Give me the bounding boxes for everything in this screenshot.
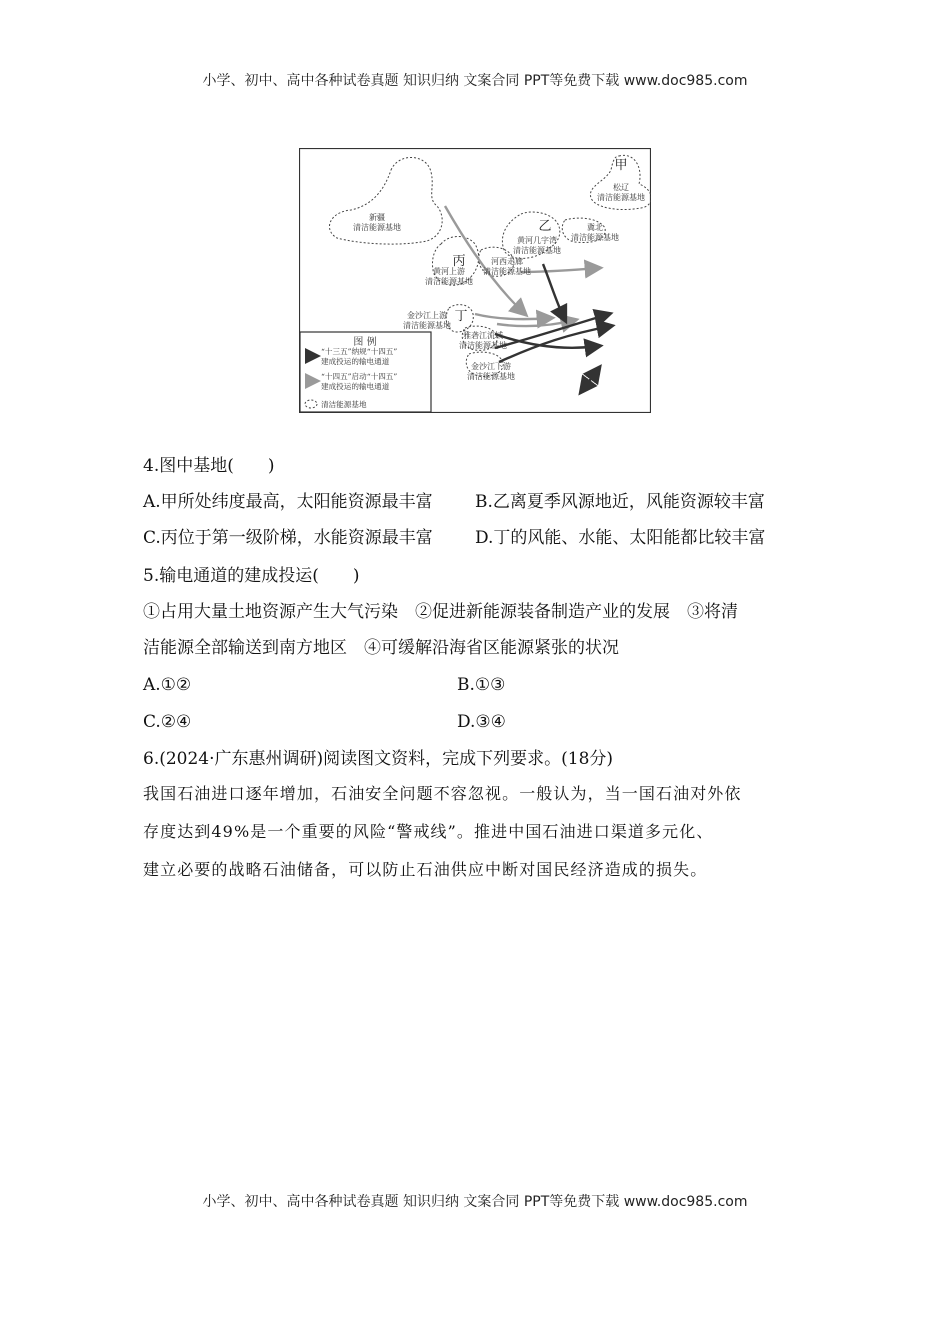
base-name-hexi: 河西走廊 bbox=[491, 257, 523, 266]
base-name-yi: 黄河几字湾 bbox=[517, 236, 557, 245]
legend-item1-line2: 建成投运的输电通道 bbox=[321, 357, 390, 366]
base-name-xinjiang: 新疆 bbox=[369, 213, 385, 222]
q5-statements-line1: ①占用大量土地资源产生大气污染 ②促进新能源装备制造产业的发展 ③将清 bbox=[143, 602, 738, 622]
q6-text-line1: 我国石油进口逐年增加，石油安全问题不容忽视。一般认为，当一国石油对外依 bbox=[143, 784, 742, 803]
base-name-jinsha-lower: 金沙江下游 bbox=[471, 362, 511, 371]
base-sub-jibei: 清洁能源基地 bbox=[571, 233, 619, 242]
q4-option-c: C.丙位于第一级阶梯，水能资源最丰富 bbox=[143, 528, 433, 548]
legend-item1-line1: “十三五”纳规“十四五” bbox=[321, 347, 398, 356]
page-header: 小学、初中、高中各种试卷真题 知识归纳 文案合同 PPT等免费下载 www.doc985.com bbox=[202, 73, 748, 89]
q4-option-a: A.甲所处纬度最高，太阳能资源最丰富 bbox=[143, 492, 433, 512]
legend-item2-line1: “十四五”启动“十四五” bbox=[321, 372, 398, 381]
base-name-bing: 黄河上游 bbox=[433, 267, 465, 276]
q5-option-a: A.①② bbox=[143, 675, 192, 695]
q6-stem: 6.(2024·广东惠州调研)阅读图文资料，完成下列要求。(18分) bbox=[143, 749, 614, 769]
q5-option-d: D.③④ bbox=[457, 712, 506, 732]
base-mark-yi: 乙 bbox=[538, 219, 552, 234]
base-sub-ding: 清洁能源基地 bbox=[403, 321, 451, 330]
legend-item3: 清洁能源基地 bbox=[321, 400, 367, 409]
base-name-yalong: 雅砻江流域 bbox=[463, 331, 503, 340]
q5-stem: 5.输电通道的建成投运( ) bbox=[143, 566, 360, 586]
q4-stem: 4.图中基地( ) bbox=[143, 456, 275, 476]
base-sub-yi: 清洁能源基地 bbox=[513, 246, 561, 255]
q5-option-c: C.②④ bbox=[143, 712, 192, 732]
page-footer: 小学、初中、高中各种试卷真题 知识归纳 文案合同 PPT等免费下载 www.doc985.com bbox=[202, 1194, 748, 1210]
map-svg bbox=[299, 148, 651, 413]
base-mark-ding: 丁 bbox=[454, 309, 468, 324]
q4-option-d: D.丁的风能、水能、太阳能都比较丰富 bbox=[475, 528, 766, 548]
base-name-jibei: 冀北 bbox=[587, 223, 603, 232]
q5-statements-line2: 洁能源全部输送到南方地区 ④可缓解沿海省区能源紧张的状况 bbox=[143, 638, 619, 658]
base-sub-jia: 清洁能源基地 bbox=[597, 193, 645, 202]
q6-text-line3: 建立必要的战略石油储备，可以防止石油供应中断对国民经济造成的损失。 bbox=[143, 860, 708, 879]
base-sub-yalong: 清洁能源基地 bbox=[459, 341, 507, 350]
base-name-jia: 松辽 bbox=[613, 183, 629, 192]
base-sub-xinjiang: 清洁能源基地 bbox=[353, 223, 401, 232]
base-sub-hexi: 清洁能源基地 bbox=[483, 267, 531, 276]
base-mark-jia: 甲 bbox=[614, 158, 628, 173]
base-mark-bing: 丙 bbox=[452, 254, 466, 269]
base-sub-jinsha-lower: 清洁能源基地 bbox=[467, 372, 515, 381]
q4-option-b: B.乙离夏季风源地近，风能资源较丰富 bbox=[475, 492, 765, 512]
legend-item2-line2: 建成投运的输电通道 bbox=[321, 382, 390, 391]
base-sub-bing: 清洁能源基地 bbox=[425, 277, 473, 286]
q5-option-b: B.①③ bbox=[457, 675, 506, 695]
legend-title: 图 例 bbox=[353, 337, 377, 348]
q6-text-line2: 存度达到49%是一个重要的风险“警戒线”。推进中国石油进口渠道多元化、 bbox=[143, 822, 714, 841]
energy-base-map bbox=[299, 148, 651, 413]
base-name-ding: 金沙江上游 bbox=[407, 311, 447, 320]
map-legend bbox=[300, 332, 431, 412]
